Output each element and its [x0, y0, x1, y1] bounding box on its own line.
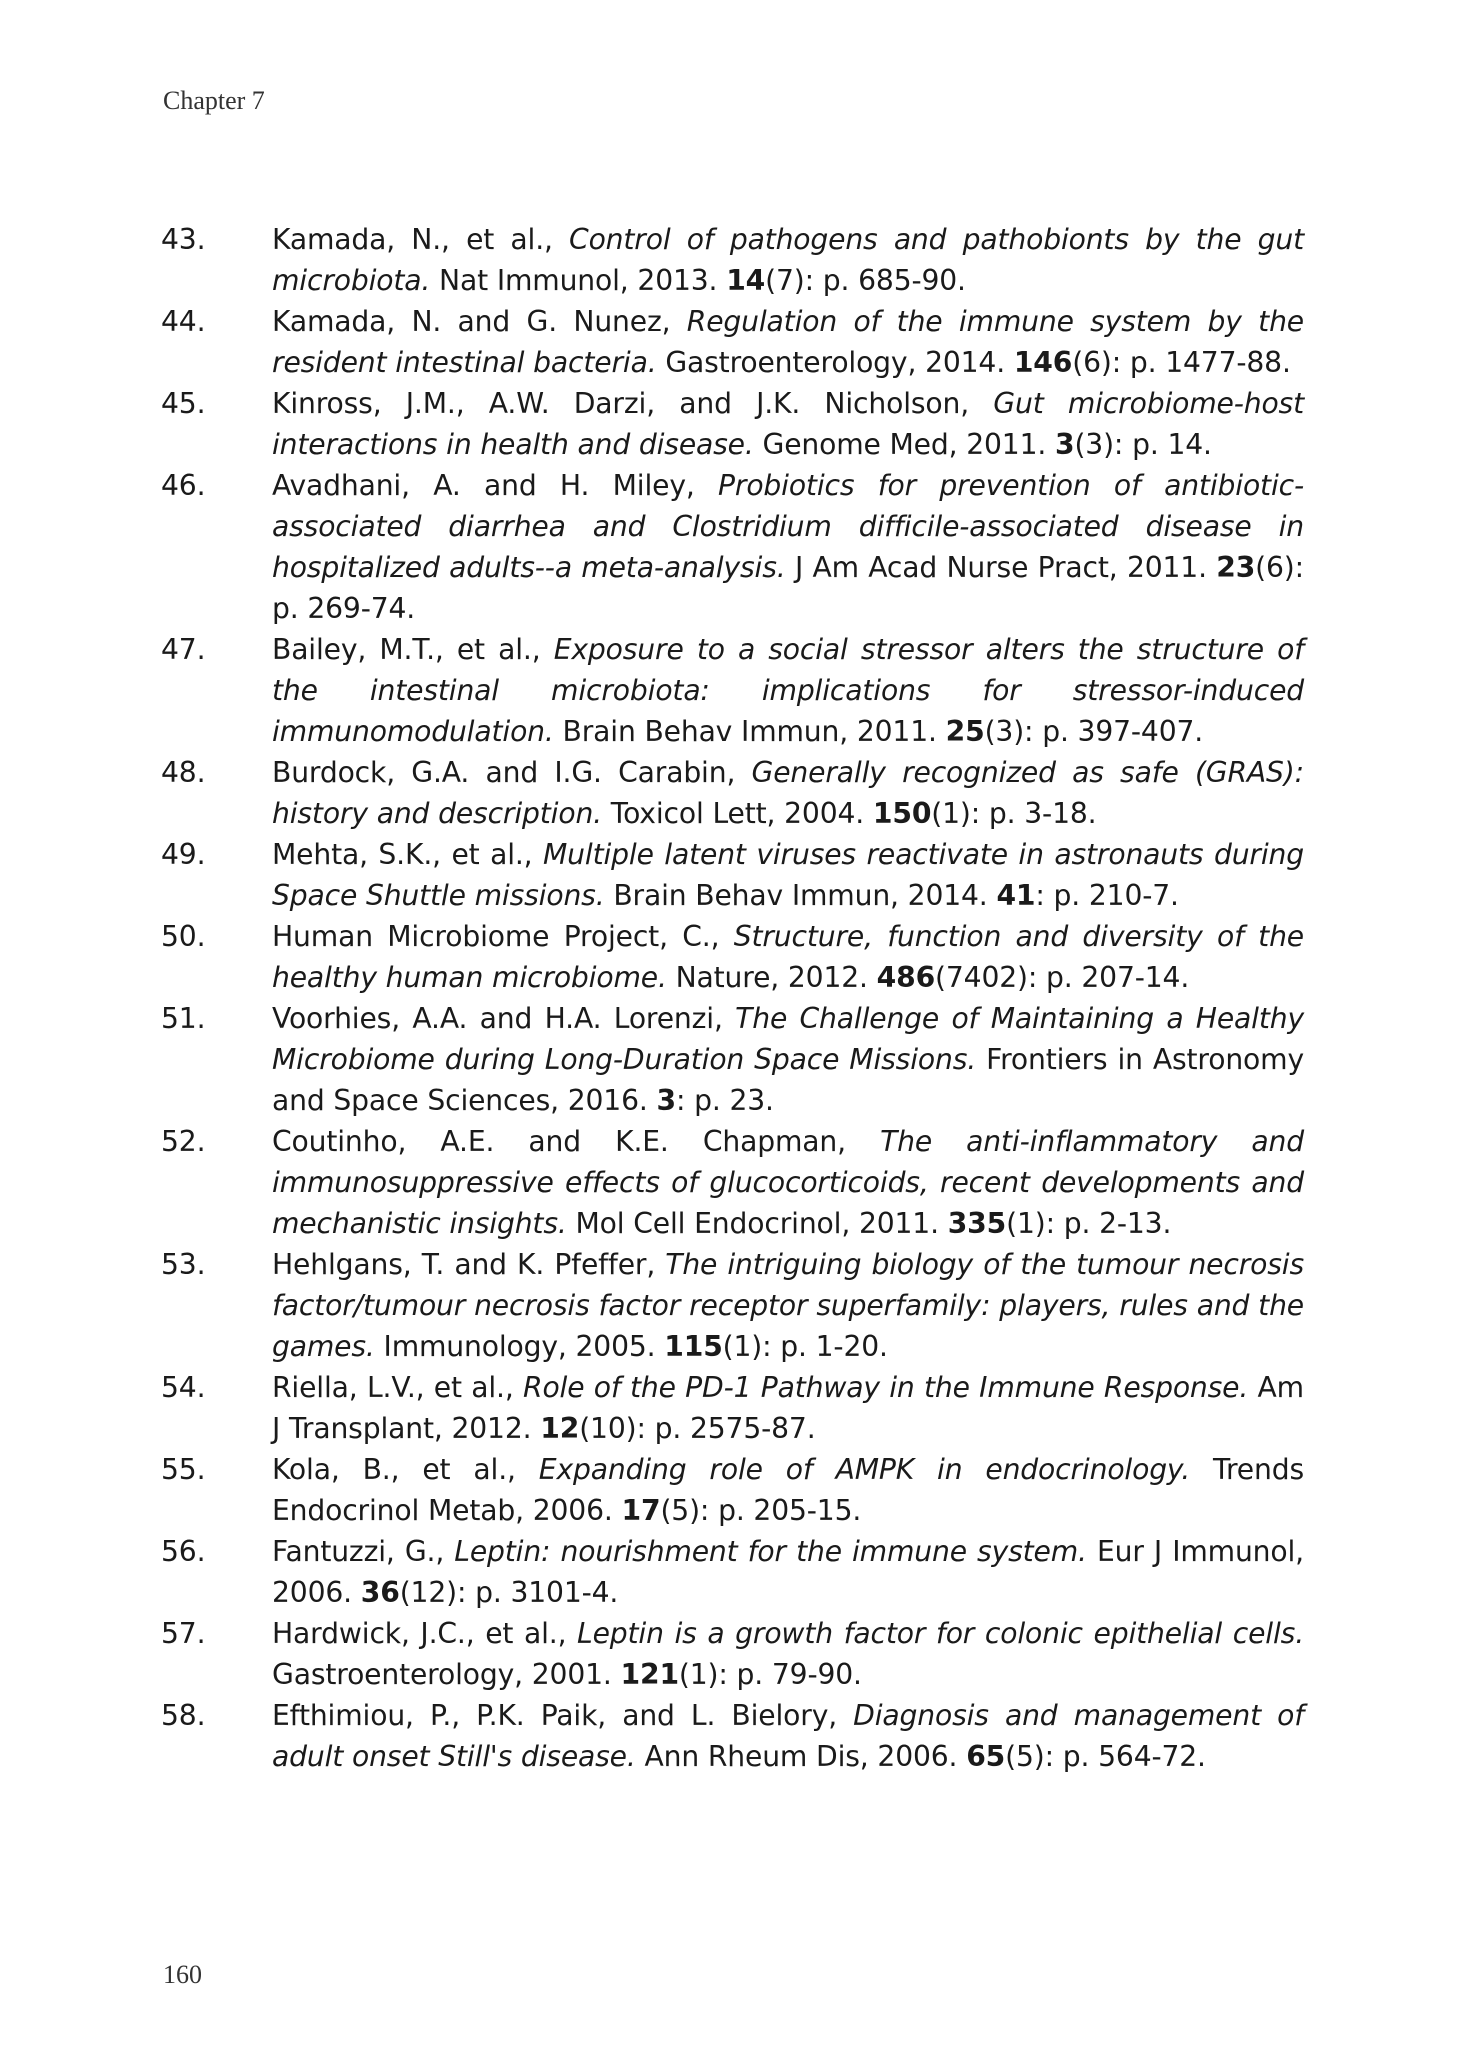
- reference-title: Diagnosis and management of adult onset Still's disease.: [272, 1699, 1304, 1773]
- reference-text: [272, 916, 1304, 998]
- reference-pages: (3): p. 14.: [1074, 428, 1212, 461]
- reference-number: 56.: [161, 1535, 206, 1568]
- reference-pages: (10): p. 2575-87.: [579, 1412, 816, 1445]
- reference-authors: Voorhies, A.A. and H.A. Lorenzi,: [272, 1002, 736, 1035]
- reference-volume: 3: [1054, 428, 1075, 461]
- reference-journal: Am J Transplant, 2012.: [272, 1371, 1304, 1445]
- reference-item: [161, 752, 1304, 834]
- reference-authors: Human Microbiome Project, C.,: [272, 920, 734, 953]
- reference-number: 44.: [161, 305, 206, 338]
- reference-text: [272, 1367, 1304, 1449]
- reference-item: [161, 629, 1304, 752]
- reference-number: 47.: [161, 633, 206, 666]
- reference-list: [161, 219, 1304, 1777]
- reference-text: [272, 629, 1304, 752]
- reference-title: Multiple latent viruses reactivate in astronauts during Space Shuttle missions.: [272, 838, 1304, 912]
- reference-text: [272, 1449, 1304, 1531]
- reference-pages: (1): p. 2-13.: [1006, 1207, 1172, 1240]
- reference-pages: (5): p. 564-72.: [1005, 1740, 1206, 1773]
- reference-authors: Kamada, N., et al.,: [272, 223, 570, 256]
- reference-pages: (1): p. 3-18.: [931, 797, 1097, 830]
- reference-title: The anti-inflammatory and immunosuppressive effects of glucocorticoids, recent developments and mechanistic insights.: [272, 1125, 1304, 1240]
- reference-pages: (7): p. 685-90.: [765, 264, 966, 297]
- reference-volume: 41: [996, 879, 1036, 912]
- reference-text: [272, 998, 1304, 1121]
- reference-title: Probiotics for prevention of antibiotic-associated diarrhea and Clostridium difficile-associated disease in hospitalized adults--a meta-analysis.: [272, 469, 1304, 584]
- reference-text: [272, 1613, 1304, 1695]
- reference-pages: (6): p. 1477-88.: [1072, 346, 1291, 379]
- reference-number: 51.: [161, 1002, 206, 1035]
- reference-journal: Frontiers in Astronomy and Space Sciences, 2016.: [272, 1043, 1304, 1117]
- reference-title: The Challenge of Maintaining a Healthy Microbiome during Long-Duration Space Missions.: [272, 1002, 1304, 1076]
- reference-authors: Avadhani, A. and H. Miley,: [272, 469, 719, 502]
- reference-item: [161, 1367, 1304, 1449]
- reference-journal: Mol Cell Endocrinol, 2011.: [566, 1207, 948, 1240]
- reference-item: [161, 301, 1304, 383]
- reference-authors: Burdock, G.A. and I.G. Carabin,: [272, 756, 752, 789]
- reference-text: [272, 219, 1304, 301]
- reference-text: [272, 834, 1304, 916]
- reference-item: [161, 916, 1304, 998]
- reference-number: 52.: [161, 1125, 206, 1158]
- running-header: Chapter 7: [163, 86, 265, 115]
- reference-item: [161, 1244, 1304, 1367]
- reference-text: [272, 1244, 1304, 1367]
- reference-pages: (3): p. 397-407.: [984, 715, 1204, 748]
- reference-journal: Ann Rheum Dis, 2006.: [635, 1740, 967, 1773]
- reference-title: Exposure to a social stressor alters the structure of the intestinal microbiota: implications for stressor-induced immunomodulation.: [272, 633, 1304, 748]
- reference-authors: Bailey, M.T., et al.,: [272, 633, 554, 666]
- reference-title: Gut microbiome-host interactions in health and disease.: [272, 387, 1304, 461]
- reference-number: 53.: [161, 1248, 206, 1281]
- reference-item: [161, 219, 1304, 301]
- reference-text: [272, 1531, 1304, 1613]
- reference-journal: Gastroenterology, 2001.: [272, 1658, 621, 1691]
- reference-authors: Fantuzzi, G.,: [272, 1535, 455, 1568]
- reference-authors: Hardwick, J.C., et al.,: [272, 1617, 578, 1650]
- reference-number: 46.: [161, 469, 206, 502]
- reference-authors: Kinross, J.M., A.W. Darzi, and J.K. Nicholson,: [272, 387, 994, 420]
- reference-text: [272, 1121, 1304, 1244]
- reference-title: Leptin: nourishment for the immune system.: [454, 1535, 1087, 1568]
- reference-number: 45.: [161, 387, 206, 420]
- reference-journal: Nature, 2012.: [666, 961, 877, 994]
- reference-item: [161, 834, 1304, 916]
- reference-number: 58.: [161, 1699, 206, 1732]
- reference-title: Role of the PD-1 Pathway in the Immune Response.: [523, 1371, 1249, 1404]
- reference-volume: 121: [620, 1658, 679, 1691]
- reference-number: 57.: [161, 1617, 206, 1650]
- reference-item: [161, 465, 1304, 629]
- reference-number: 50.: [161, 920, 206, 953]
- reference-item: [161, 1121, 1304, 1244]
- reference-number: 48.: [161, 756, 206, 789]
- reference-journal: Toxicol Lett, 2004.: [601, 797, 873, 830]
- reference-number: 49.: [161, 838, 206, 871]
- reference-title: Regulation of the immune system by the resident intestinal bacteria.: [272, 305, 1304, 379]
- reference-item: [161, 1531, 1304, 1613]
- reference-journal: Eur J Immunol, 2006.: [272, 1535, 1304, 1609]
- reference-authors: Riella, L.V., et al.,: [272, 1371, 524, 1404]
- reference-volume: 25: [945, 715, 985, 748]
- reference-item: [161, 1449, 1304, 1531]
- reference-title: Control of pathogens and pathobionts by the gut microbiota.: [272, 223, 1304, 297]
- reference-text: [272, 752, 1304, 834]
- reference-journal: Brain Behav Immun, 2011.: [553, 715, 946, 748]
- reference-text: [272, 1695, 1304, 1777]
- reference-text: [272, 301, 1304, 383]
- reference-pages: (5): p. 205-15.: [660, 1494, 862, 1527]
- reference-pages: (7402): p. 207-14.: [935, 961, 1190, 994]
- reference-authors: Coutinho, A.E. and K.E. Chapman,: [272, 1125, 881, 1158]
- reference-journal: Nat Immunol, 2013.: [430, 264, 727, 297]
- reference-authors: Mehta, S.K., et al.,: [272, 838, 544, 871]
- reference-number: 55.: [161, 1453, 206, 1486]
- reference-volume: 486: [876, 961, 936, 994]
- reference-authors: Kola, B., et al.,: [272, 1453, 539, 1486]
- reference-pages: (6): p. 269-74.: [272, 551, 1304, 625]
- reference-volume: 115: [664, 1330, 723, 1363]
- reference-volume: 146: [1013, 346, 1073, 379]
- reference-pages: : p. 23.: [675, 1084, 774, 1117]
- reference-authors: Efthimiou, P., P.K. Paik, and L. Bielory,: [272, 1699, 854, 1732]
- reference-volume: 3: [656, 1084, 676, 1117]
- reference-volume: 65: [966, 1740, 1006, 1773]
- reference-journal: Trends Endocrinol Metab, 2006.: [272, 1453, 1304, 1527]
- reference-journal: J Am Acad Nurse Pract, 2011.: [785, 551, 1217, 584]
- reference-pages: : p. 210-7.: [1035, 879, 1179, 912]
- reference-journal: Immunology, 2005.: [374, 1330, 665, 1363]
- reference-number: 43.: [161, 223, 206, 256]
- reference-volume: 14: [726, 264, 766, 297]
- reference-number: 54.: [161, 1371, 206, 1404]
- reference-item: [161, 383, 1304, 465]
- reference-journal: Gastroenterology, 2014.: [656, 346, 1014, 379]
- reference-text: [272, 465, 1304, 629]
- reference-authors: Kamada, N. and G. Nunez,: [272, 305, 687, 338]
- reference-volume: 12: [540, 1412, 580, 1445]
- reference-authors: Hehlgans, T. and K. Pfeffer,: [272, 1248, 666, 1281]
- reference-pages: (1): p. 1-20.: [722, 1330, 888, 1363]
- reference-volume: 23: [1216, 551, 1256, 584]
- reference-pages: (12): p. 3101-4.: [399, 1576, 619, 1609]
- reference-title: Structure, function and diversity of the healthy human microbiome.: [272, 920, 1304, 994]
- reference-item: [161, 998, 1304, 1121]
- page-number: 160: [163, 1960, 202, 1989]
- reference-journal: Genome Med, 2011.: [753, 428, 1055, 461]
- reference-title: Generally recognized as safe (GRAS): history and description.: [272, 756, 1304, 830]
- reference-pages: (1): p. 79-90.: [678, 1658, 862, 1691]
- reference-volume: 36: [360, 1576, 400, 1609]
- reference-title: Expanding role of AMPK in endocrinology.: [538, 1453, 1191, 1486]
- reference-title: Leptin is a growth factor for colonic epithelial cells.: [577, 1617, 1305, 1650]
- reference-text: [272, 383, 1304, 465]
- reference-title: The intriguing biology of the tumour necrosis factor/tumour necrosis factor receptor superfamily: players, rules and the games.: [272, 1248, 1304, 1363]
- reference-item: [161, 1613, 1304, 1695]
- reference-item: [161, 1695, 1304, 1777]
- reference-journal: Brain Behav Immun, 2014.: [604, 879, 997, 912]
- reference-volume: 17: [621, 1494, 661, 1527]
- reference-volume: 335: [947, 1207, 1007, 1240]
- reference-volume: 150: [872, 797, 932, 830]
